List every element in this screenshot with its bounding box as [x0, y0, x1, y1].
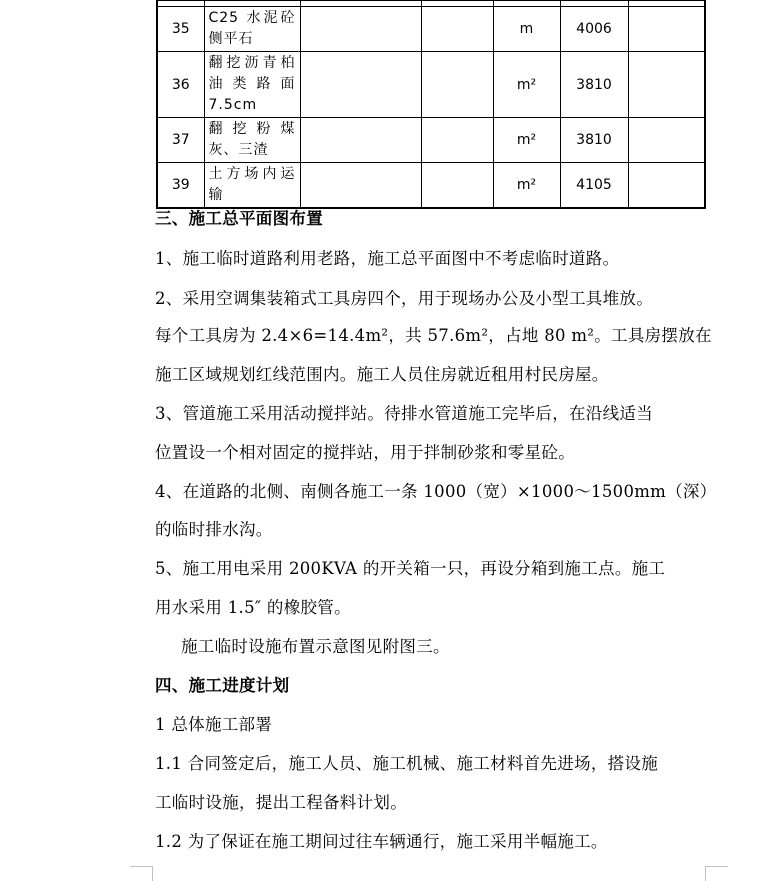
unit: m²: [493, 118, 560, 163]
item-name: 翻挖粉煤灰、三渣: [204, 118, 300, 163]
page-margin-marker-left: [130, 866, 153, 881]
table-cell: [421, 52, 493, 118]
table-cell: [300, 118, 421, 163]
paragraph-3-line-2: 位置设一个相对固定的搅拌站，用于拌制砂浆和零星砼。: [155, 443, 575, 462]
unit: m²: [493, 163, 560, 209]
subsection-1-1-line-1: 1.1 合同签定后，施工人员、施工机械、施工材料首先进场，搭设施: [155, 754, 659, 773]
quantity-table: [156, 0, 706, 209]
subsection-1: 1 总体施工部署: [155, 715, 273, 734]
table-cell: [300, 163, 421, 209]
quantity: 4006: [560, 7, 628, 52]
subsection-1-1-line-2: 工临时设施，提出工程备料计划。: [155, 793, 407, 812]
quantity: 4105: [560, 163, 628, 209]
paragraph-4-line-2: 的临时排水沟。: [155, 520, 273, 539]
paragraph-1: 1、施工临时道路利用老路，施工总平面图中不考虑临时道路。: [155, 249, 620, 268]
section-heading-4: 四、施工进度计划: [155, 676, 290, 695]
page-margin-marker-right: [705, 866, 728, 881]
table-cell: [300, 52, 421, 118]
item-name: C25 水泥砼侧平石: [204, 7, 300, 52]
table-cell: [628, 163, 705, 209]
table-cell: [628, 52, 705, 118]
paragraph-4-line-1: 4、在道路的北侧、南侧各施工一条 1000（宽）×1000～1500mm（深）: [155, 482, 717, 501]
table-row: [157, 118, 705, 163]
table-row: [157, 163, 705, 209]
paragraph-2-line-2: 每个工具房为 2.4×6=14.4m²，共 57.6m²，占地 80 m²。工具房摆放在: [155, 326, 712, 345]
table-cell: [421, 163, 493, 209]
quantity: 3810: [560, 52, 628, 118]
row-number: 36: [157, 52, 204, 118]
paragraph-6: 施工临时设施布置示意图见附图三。: [181, 637, 450, 656]
table-cell: [628, 7, 705, 52]
table-cell: [421, 7, 493, 52]
quantity: 3810: [560, 118, 628, 163]
subsection-1-2: 1.2 为了保证在施工期间过往车辆通行，施工采用半幅施工。: [155, 832, 608, 851]
paragraph-5-line-1: 5、施工用电采用 200KVA 的开关箱一只，再设分箱到施工点。施工: [155, 559, 666, 578]
unit: m: [493, 7, 560, 52]
item-name: 翻挖沥青柏油类路面7.5cm: [204, 52, 300, 118]
unit: m²: [493, 52, 560, 118]
row-number: 37: [157, 118, 204, 163]
row-number: 35: [157, 7, 204, 52]
table-cell: [628, 118, 705, 163]
table-cell: [300, 7, 421, 52]
row-number: 39: [157, 163, 204, 209]
paragraph-5-line-2: 用水采用 1.5″ 的橡胶管。: [155, 598, 351, 617]
item-name: 土方场内运输: [204, 163, 300, 209]
table-row: [157, 7, 705, 52]
table-row: [157, 52, 705, 118]
paragraph-2-line-1: 2、采用空调集装箱式工具房四个，用于现场办公及小型工具堆放。: [155, 289, 653, 308]
section-heading-3: 三、施工总平面图布置: [155, 209, 323, 228]
paragraph-2-line-3: 施工区域规划红线范围内。施工人员住房就近租用村民房屋。: [155, 365, 609, 384]
paragraph-3-line-1: 3、管道施工采用活动搅拌站。待排水管道施工完毕后，在沿线适当: [155, 404, 653, 423]
table-cell: [421, 118, 493, 163]
